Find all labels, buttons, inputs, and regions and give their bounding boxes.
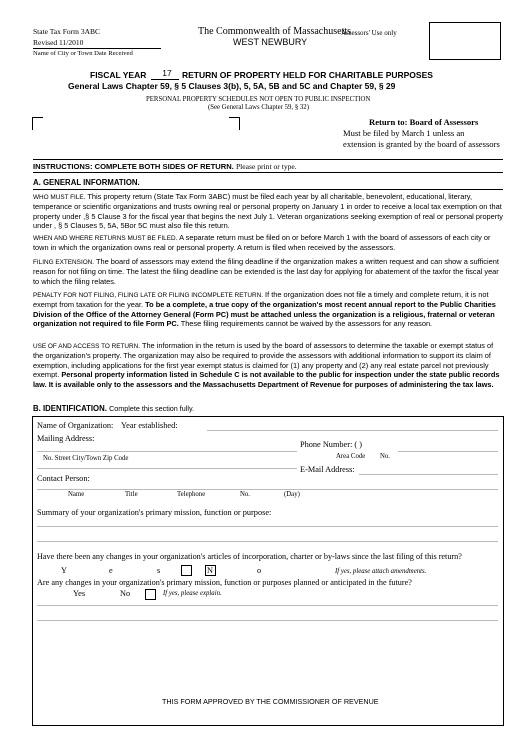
return-to-line2: extension is granted by the board of assessors — [343, 139, 500, 149]
q1-yes-y: Y — [61, 566, 67, 575]
instructions-top-rule — [33, 159, 503, 160]
return-to-line1: Must be filed by March 1 unless an — [343, 128, 465, 138]
fiscal-year-line — [151, 79, 179, 80]
q1-yes-e: e — [109, 566, 113, 575]
phone-text: Phone Number: — [300, 440, 353, 449]
contact-sub-no: No. — [240, 491, 251, 498]
contact-label: Contact Person: — [37, 474, 90, 483]
org-name-input[interactable] — [207, 430, 498, 431]
phone-input[interactable] — [398, 451, 498, 452]
explain-line-1[interactable] — [37, 605, 498, 606]
address-corner-tr — [229, 117, 240, 130]
commonwealth: The Commonwealth of Massachusetts — [198, 26, 352, 37]
mailing-input[interactable] — [37, 451, 297, 452]
section-a-rule — [33, 189, 503, 190]
identification-box — [32, 416, 504, 726]
when-text: A separate return must be filed on or before March 1 with the board of assessors of each city or town in which the organization owns real or personal property. A return is filed when received by the assessors. — [33, 233, 491, 253]
title-main: RETURN OF PROPERTY HELD FOR CHARITABLE PURPOSES — [182, 70, 433, 80]
footer-approval: THIS FORM APPROVED BY THE COMMISSIONER OF REVENUE — [162, 697, 379, 706]
q2-no-label: No — [120, 589, 131, 598]
town-name: WEST NEWBURY — [233, 37, 308, 47]
assessors-use: Assessors' Use only — [341, 29, 397, 37]
pen-bold: To be a complete, a true copy of the organization's most recent annual report to the Public Charities Division of the Office of the Attorney General (Form PC) must be attached unless the organization is a religious, fraternal or veteran organization not required to file Form PC. — [33, 300, 496, 329]
city-label: Name of City or Town Date Received — [33, 50, 133, 57]
q2-note: If yes, please explain. — [163, 590, 222, 597]
instructions — [33, 162, 297, 171]
pen-text1: If the organization does not file a timely and complete return, it is not exempt from taxation for the year. — [33, 290, 489, 310]
area-code-label: Area Code — [336, 453, 366, 460]
instructions-normal: Please print or type. — [235, 162, 297, 171]
q1-yes-s: s — [157, 566, 161, 575]
form-id: State Tax Form 3ABC — [33, 27, 101, 36]
q1-yes-checkbox[interactable] — [181, 565, 192, 576]
revised-date: Revised 11/2010 — [33, 38, 84, 47]
email-label: E-Mail Address: — [300, 465, 355, 474]
assessors-use-box[interactable] — [429, 22, 501, 60]
address-input-2[interactable] — [37, 468, 297, 469]
q2-checkbox[interactable] — [145, 589, 156, 600]
section-b-title: B. IDENTIFICATION. — [33, 404, 107, 413]
penalty — [33, 290, 503, 329]
pen-lead: PENALTY FOR NOT FILING, FILING LATE OR FILING INCOMPLETE RETURN. — [33, 292, 263, 299]
year-established-label: Year established: — [121, 421, 178, 430]
phone-label — [300, 440, 362, 449]
fiscal-year-label: FISCAL YEAR — [90, 70, 147, 80]
address-sub-labels: No. Street City/Town Zip Code — [43, 455, 129, 462]
mailing-label: Mailing Address: — [37, 434, 95, 443]
summary-label: Summary of your organization's primary mission, function or purpose: — [37, 508, 272, 517]
q1-note: If yes, please attach amendments. — [335, 568, 427, 575]
use-lead: USE OF AND ACCESS TO RETURN. — [33, 343, 141, 350]
return-to-heading: Return to: Board of Assessors — [369, 117, 479, 127]
use-text: The information in the return is used by the board of assessors to determine the taxable or exempt status of the organization's property. The organization may also be required to provide the assessors with additional information to support its claim of exemption, including applications for the first year exempt status is claimed for (1) any property and (2) any real estate parcel not previously exempt. — [33, 341, 494, 380]
summary-line-2[interactable] — [37, 541, 498, 542]
summary-line-1[interactable] — [37, 526, 498, 527]
when-where — [33, 233, 503, 253]
email-input[interactable] — [359, 474, 498, 475]
ext-lead: FILING EXTENSION. — [33, 259, 95, 266]
org-name-label: Name of Organization: — [37, 421, 114, 430]
see-law: (See General Laws Chapter 59, § 32) — [208, 104, 309, 111]
address-corner-tl — [32, 117, 43, 130]
instructions-bold: INSTRUCTIONS: COMPLETE BOTH SIDES OF RETURN. — [33, 162, 234, 171]
when-lead: WHEN AND WHERE RETURNS MUST BE FILED. — [33, 235, 178, 242]
section-b-note: Complete this section fully. — [109, 404, 195, 413]
q1-no-o: o — [257, 566, 262, 575]
pen-text2: These filing requirements cannot be waived by the assessors for any reason. — [180, 319, 433, 329]
city-line — [33, 48, 161, 49]
who-lead: WHO MUST FILE. — [33, 194, 86, 201]
section-b-heading — [33, 404, 194, 413]
q1-text: Have there been any changes in your organization's articles of incorporation, charter or by-laws since the last filing of this return? — [37, 552, 462, 561]
contact-sub-day: (Day) — [284, 491, 300, 498]
use-bold: Personal property information listed in Schedule C is not available to the public for inspection under the state public records law. It is available only to the assessors and the Massachusetts Department of Revenue for purposes of administering the tax laws. — [33, 370, 500, 389]
subtitle: General Laws Chapter 59, § 5 Clauses 3(b), 5, 5A, 5B and 5C and Chapter 59, § 29 — [68, 81, 396, 91]
number-label: No. — [380, 453, 391, 460]
not-public-notice: PERSONAL PROPERTY SCHEDULES NOT OPEN TO PUBLIC INSPECTION — [146, 96, 371, 103]
contact-sub-phone: Telephone — [177, 491, 206, 498]
contact-sub-title: Title — [125, 491, 138, 498]
q1-no-n: N — [207, 566, 213, 575]
q2-yes-label: Yes — [73, 589, 86, 598]
explain-line-2[interactable] — [37, 620, 498, 621]
contact-input[interactable] — [37, 489, 498, 490]
ext-text: The board of assessors may extend the filing deadline if the organization makes a written request and can show a sufficient reason for not filing on time. The latest the filing deadline can be extended is the last day for applying for abatement of the taxfor the fiscal year to which the filing relates. — [33, 257, 499, 286]
section-a-title: A. GENERAL INFORMATION. — [33, 178, 140, 187]
who-text: This property return (State Tax Form 3ABC) must be filed each year by all charitable, benevolent, educational, literary, temperance or scientific organizations and trusts owning real or personal property on January 1 in order to receive a local tax exemption on that property under ,§ 5 Clause 3 for the fiscal year that begins the next July 1. Veteran organizations seeking exemption of real or personal property under , § 5 Clauses 5, 5A, 5Bor 5C must also file this return. — [33, 192, 503, 231]
who-must-file — [33, 192, 503, 231]
use-access — [33, 341, 503, 389]
phone-paren: ( ) — [354, 440, 362, 449]
contact-sub-name: Name — [68, 491, 85, 498]
q1-no-checkbox[interactable] — [205, 565, 216, 576]
filing-extension — [33, 257, 503, 286]
instructions-bottom-rule — [33, 172, 503, 173]
q2-text: Are any changes in your organization's primary mission, function or purposes planned or anticipated in the future? — [37, 578, 412, 587]
fiscal-year-value[interactable]: 17 — [162, 68, 172, 78]
